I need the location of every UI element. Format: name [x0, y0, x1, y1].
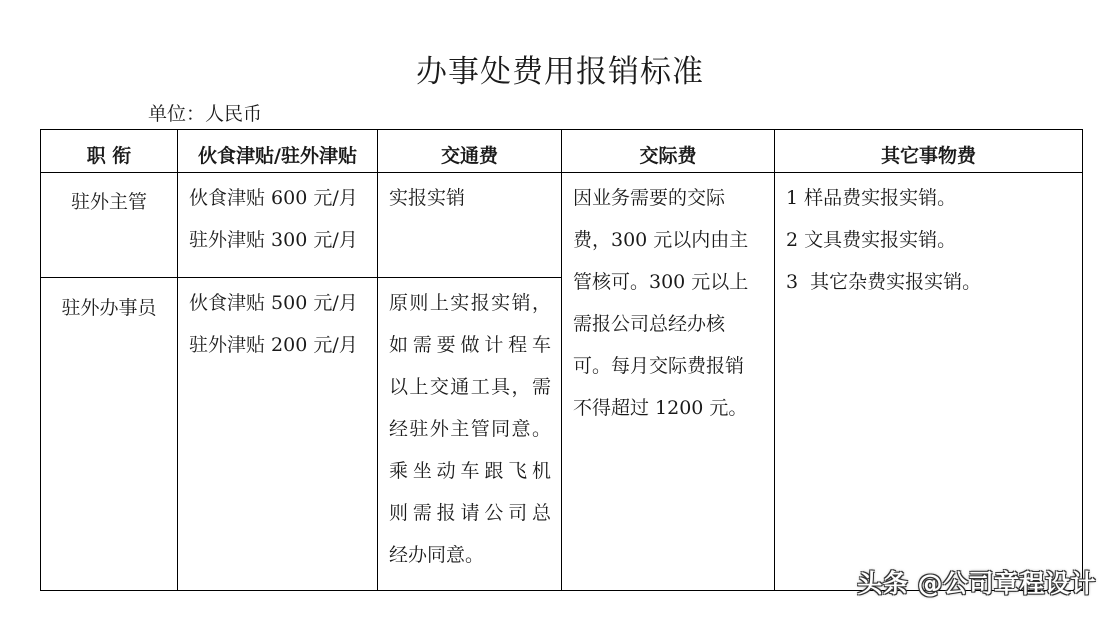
entertainment-line: 费，300 元以内由主 [573, 229, 749, 251]
other-expense-item: 3 其它杂费实报实销。 [786, 271, 982, 293]
other-expense-item: 2 文具费实报实销。 [786, 229, 957, 251]
transport-line: 原则上实报实销， [389, 292, 551, 314]
transport-line: 乘坐动车跟飞机 [389, 460, 551, 482]
entertainment-line: 管核可。300 元以上 [573, 271, 749, 293]
row-divider [40, 277, 561, 278]
entertainment-policy [573, 177, 748, 429]
position-staff: 驻外办事员 [61, 297, 157, 319]
document-title: 办事处费用报销标准 [416, 54, 704, 90]
entertainment-line: 不得超过 1200 元。 [573, 397, 748, 419]
unit-label: 单位：人民币 [148, 103, 263, 125]
header-position: 职 衔 [86, 145, 132, 167]
allowance-staff [189, 282, 358, 366]
watermark: 头条 @公司章程设计 [857, 569, 1096, 598]
header-other-expenses: 其它事物费 [880, 145, 976, 167]
entertainment-line: 可。每月交际费报销 [573, 355, 745, 377]
position-supervisor: 驻外主管 [70, 191, 147, 213]
other-expense-item: 1 样品费实报实销。 [786, 187, 957, 209]
table-border-right [1082, 129, 1083, 591]
header-transport: 交通费 [440, 145, 498, 167]
allowance-line: 驻外津贴 200 元/月 [189, 334, 358, 356]
header-allowance: 伙食津贴/驻外津贴 [198, 145, 357, 167]
col-divider-2 [377, 129, 378, 591]
col-divider-3 [561, 129, 562, 591]
transport-line: 实报实销 [389, 187, 466, 209]
transport-staff [389, 282, 551, 576]
transport-line: 以上交通工具，需 [389, 376, 551, 398]
entertainment-line: 因业务需要的交际 [573, 187, 726, 209]
header-entertainment: 交际费 [639, 145, 697, 167]
other-expenses-policy [786, 177, 981, 303]
transport-line: 如需要做计程车 [389, 334, 551, 356]
col-divider-1 [177, 129, 178, 591]
transport-line: 经办同意。 [389, 544, 485, 566]
allowance-supervisor [189, 177, 358, 261]
transport-line: 经驻外主管同意。 [389, 418, 551, 440]
allowance-line: 驻外津贴 300 元/月 [189, 229, 358, 251]
allowance-line: 伙食津贴 600 元/月 [189, 187, 358, 209]
col-divider-4 [774, 129, 775, 591]
allowance-line: 伙食津贴 500 元/月 [189, 292, 358, 314]
transport-supervisor [389, 177, 465, 219]
entertainment-line: 需报公司总经办核 [573, 313, 726, 335]
transport-line: 则需报请公司总 [389, 502, 551, 524]
